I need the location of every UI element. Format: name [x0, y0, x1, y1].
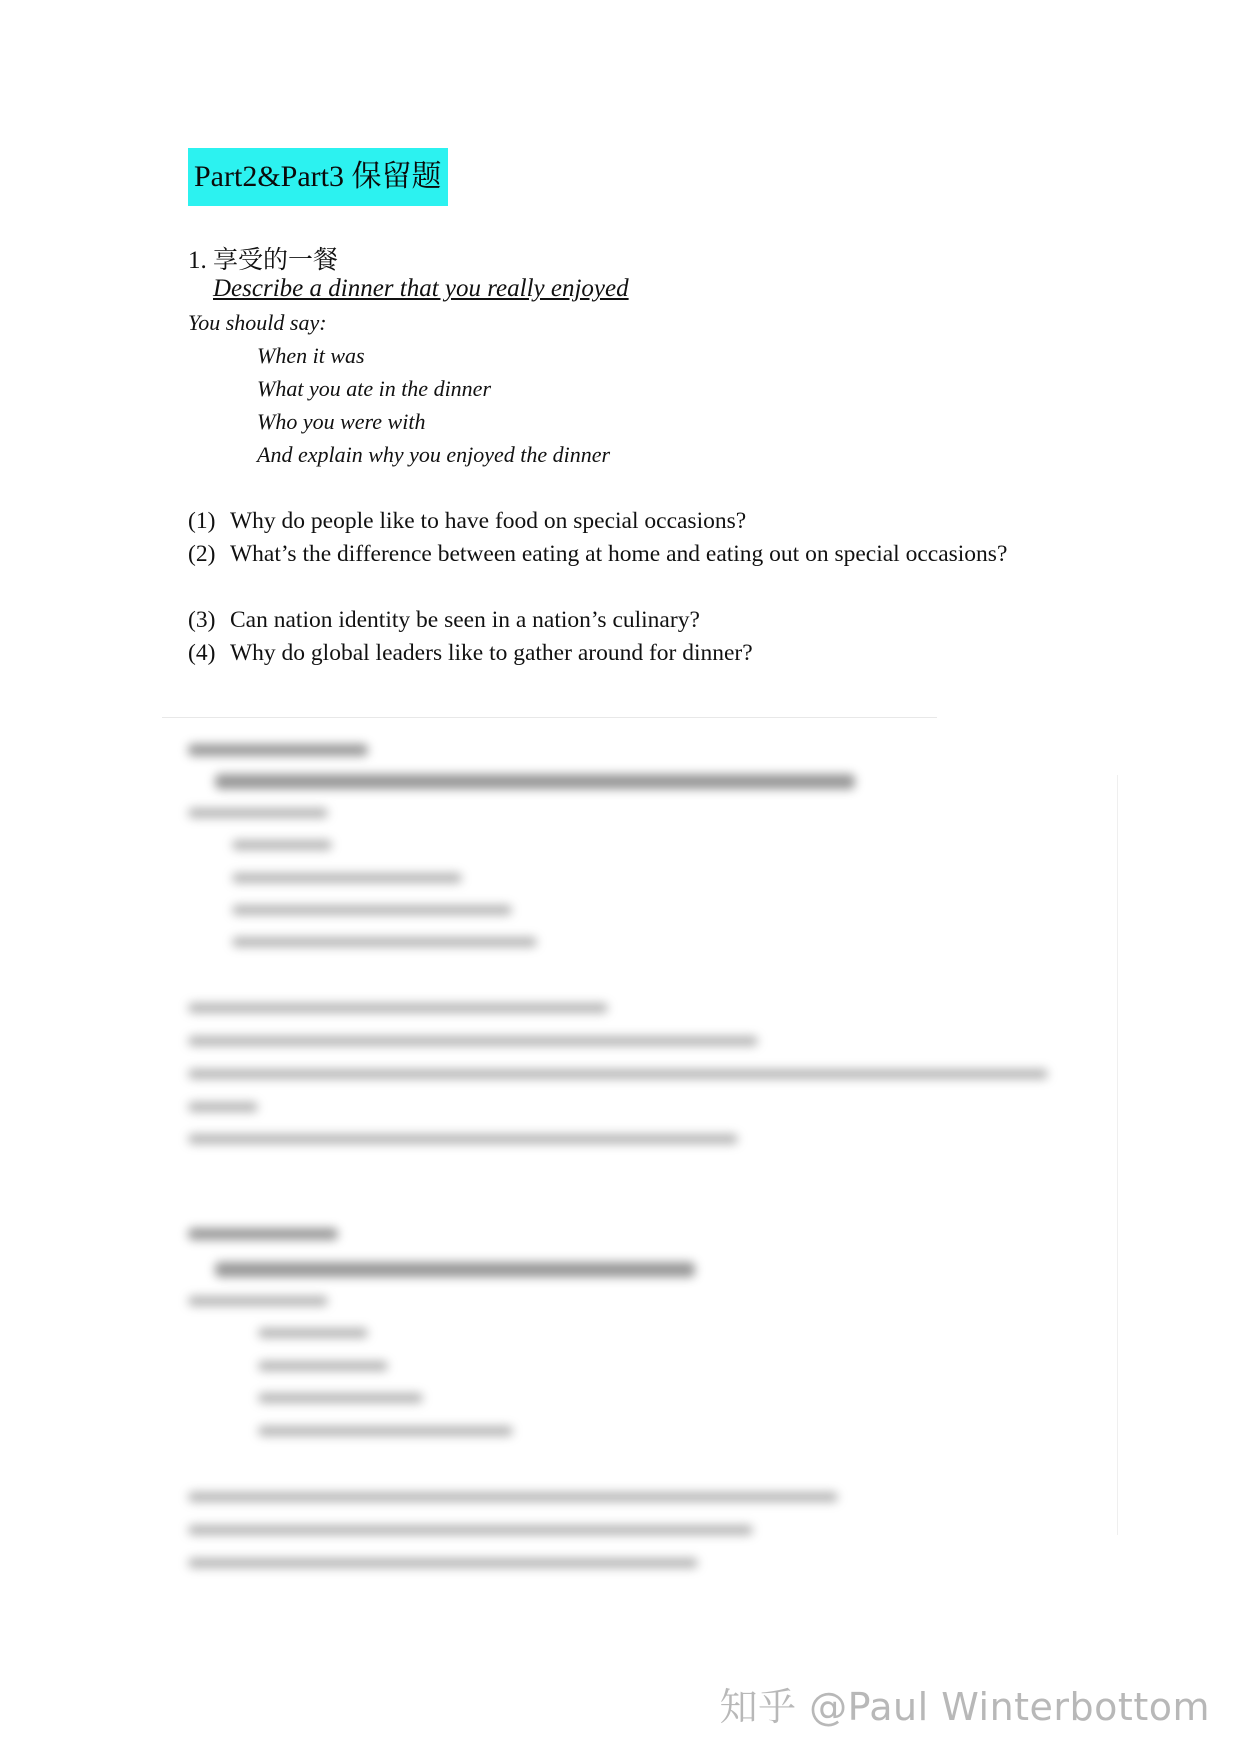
- part3-text: Why do global leaders like to gather around for dinner?: [230, 640, 753, 666]
- part3-text: Why do people like to have food on special occasions?: [230, 508, 747, 534]
- part3-number: (2): [188, 541, 216, 567]
- part3-text: Can nation identity be seen in a nation’s culinary?: [230, 607, 700, 633]
- part3-text: What’s the difference between eating at home and eating out on special occasions?: [230, 541, 1008, 567]
- page-title: Part2&Part3 保留题: [188, 148, 448, 206]
- cue-item: And explain why you enjoyed the dinner: [257, 442, 611, 467]
- question-heading: 1. 享受的一餐: [188, 247, 339, 274]
- question-describe: Describe a dinner that you really enjoyed: [213, 275, 629, 302]
- watermark: 知乎 @Paul Winterbottom: [719, 1685, 1210, 1729]
- cue-item: When it was: [257, 343, 365, 368]
- you-should-say-label: You should say:: [188, 310, 327, 335]
- part3-number: (4): [188, 640, 216, 666]
- cue-item: What you ate in the dinner: [257, 376, 492, 401]
- part3-number: (3): [188, 607, 216, 633]
- cue-item: Who you were with: [257, 409, 426, 434]
- part3-number: (1): [188, 508, 216, 534]
